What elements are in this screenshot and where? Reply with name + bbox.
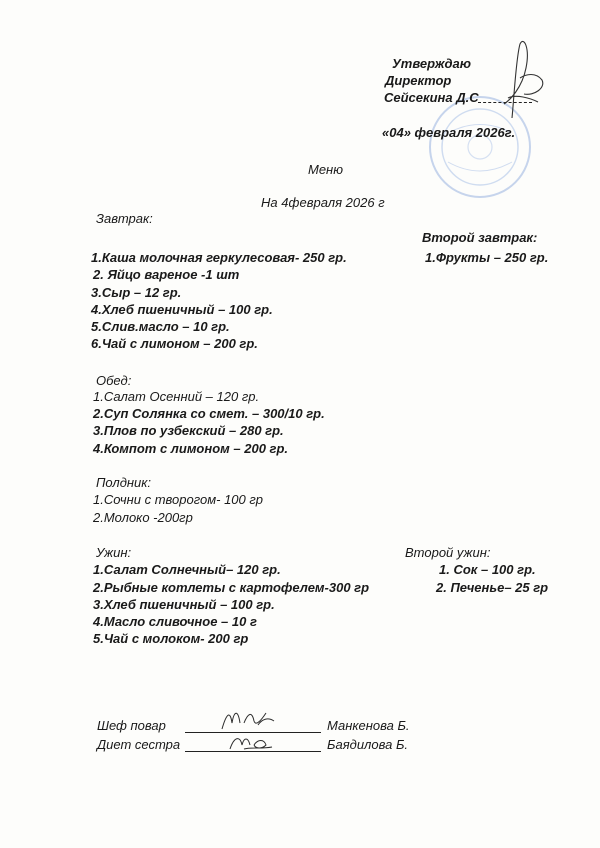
approval-date: «04» февраля 2026г.: [382, 125, 516, 140]
dinner-item: 4.Масло сливочное – 10 г: [93, 614, 257, 629]
director-signature: [490, 38, 550, 128]
lunch-item: 2.Суп Солянка со смет. – 300/10 гр.: [93, 406, 325, 421]
approval-name: Сейсекина Д.С: [384, 90, 479, 105]
chef-name: Манкенова Б.: [327, 718, 410, 733]
breakfast-item: 3.Сыр – 12 гр.: [91, 285, 182, 300]
second-dinner-item: 1. Сок – 100 гр.: [439, 562, 536, 577]
approval-position: Директор: [385, 73, 452, 88]
breakfast-item: 2. Яйцо вареное -1 шт: [93, 267, 240, 282]
dinner-heading: Ужин:: [96, 545, 132, 560]
lunch-item: 1.Салат Осенний – 120 гр.: [93, 389, 260, 404]
dinner-item: 2.Рыбные котлеты с картофелем-300 гр: [93, 580, 370, 595]
second-breakfast-item: 1.Фрукты – 250 гр.: [425, 250, 549, 265]
breakfast-item: 1.Каша молочная геркулесовая- 250 гр.: [91, 250, 347, 265]
snack-item: 1.Сочни с творогом- 100 гр: [93, 492, 264, 507]
dinner-item: 3.Хлеб пшеничный – 100 гр.: [93, 597, 275, 612]
lunch-heading: Обед:: [96, 373, 132, 388]
lunch-item: 4.Компот с лимоном – 200 гр.: [93, 441, 289, 456]
approval-signature-line: [478, 102, 532, 104]
snack-item: 2.Молоко -200гр: [93, 510, 193, 525]
dietitian-signature: [226, 731, 276, 753]
page-title: Меню: [308, 162, 343, 177]
chef-role: Шеф повар: [97, 718, 166, 733]
second-dinner-heading: Второй ужин:: [405, 545, 491, 560]
date-line: На 4февраля 2026 г: [261, 195, 385, 210]
dietitian-name: Баядилова Б.: [327, 737, 409, 752]
lunch-item: 3.Плов по узбекский – 280 гр.: [93, 423, 284, 438]
approval-approve: Утверждаю: [392, 56, 471, 71]
breakfast-item: 6.Чай с лимоном – 200 гр.: [91, 336, 258, 351]
dinner-item: 1.Салат Солнечный– 120 гр.: [93, 562, 281, 577]
snack-heading: Полдник:: [96, 475, 152, 490]
dietitian-role: Диет сестра: [97, 737, 181, 752]
second-breakfast-heading: Второй завтрак:: [422, 230, 538, 245]
dinner-item: 5.Чай с молоком- 200 гр: [93, 631, 249, 646]
breakfast-item: 4.Хлеб пшеничный – 100 гр.: [91, 302, 273, 317]
second-dinner-item: 2. Печенье– 25 гр: [436, 580, 549, 595]
breakfast-item: 5.Слив.масло – 10 гр.: [91, 319, 230, 334]
breakfast-heading: Завтрак:: [96, 211, 153, 226]
